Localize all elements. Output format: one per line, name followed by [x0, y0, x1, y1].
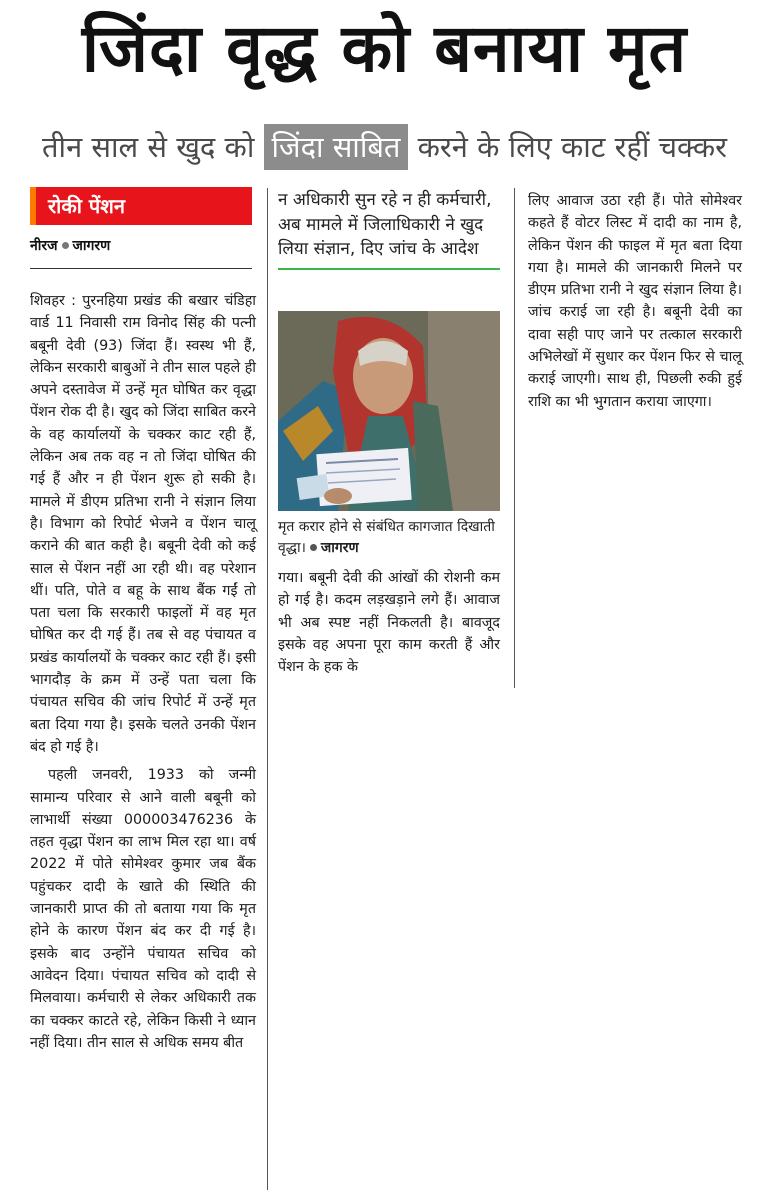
article-column-1 — [30, 290, 256, 1060]
bullet-icon — [310, 544, 317, 551]
column-divider — [514, 188, 515, 688]
paragraph: पहली जनवरी, 1933 को जन्मी सामान्य परिवार से आने वाली बबूनी को लाभार्थी संख्या 000003476236 के तहत वृद्धा पेंशन का लाभ मिल रहा था। वर्ष 2022 में पोते सोमेश्वर कुमार जब बैंक पहुंचकर दादी के खाते की स्थिति की जानकारी प्राप्त की तो बताया गया कि मृत होने के कारण पेंशन बंद कर दी गई है। इसके बाद उन्होंने पंचायत सचिव को आवेदन दिया। पंचायत सचिव को दादी से मिलवाया। कर्मचारी से लेकर अधिकारी तक का चक्कर काटते रहे, लेकिन किसी ने ध्यान नहीं दिया। तीन साल से अधिक समय बीत — [30, 767, 256, 1051]
photo-caption — [278, 517, 500, 559]
kicker-label — [30, 187, 252, 225]
deck: न अधिकारी सुन रहे न ही कर्मचारी, अब मामले में जिलाधिकारी ने खुद लिया संज्ञान, दिए जांच के आदेश — [278, 188, 500, 270]
article-column-2 — [278, 567, 500, 684]
news-photo — [278, 311, 500, 511]
bullet-icon — [62, 242, 69, 249]
subheadline — [0, 124, 769, 170]
column-divider — [267, 188, 268, 1190]
headline: जिंदा वृद्ध को बनाया मृत — [81, 10, 688, 87]
paragraph: गया। बबूनी देवी की आंखों की रोशनी कम हो गई है। कदम लड़खड़ाने लगे हैं। आवाज भी अब स्पष्ट नहीं निकलती है। बावजूद इसके वह अपना पूरा काम करती हैं और पेंशन के हक के — [278, 570, 500, 676]
byline-source: जागरण — [72, 238, 111, 254]
byline-author: नीरज — [30, 238, 58, 254]
article-column-3 — [528, 190, 742, 419]
subheadline-before: तीन साल से खुद को — [42, 130, 255, 164]
caption-credit: जागरण — [320, 540, 359, 556]
elderly-woman-illustration — [278, 311, 500, 511]
paragraph: लिए आवाज उठा रही हैं। पोते सोमेश्वर कहते हैं वोटर लिस्ट में दादी का नाम है, लेकिन पेंशन की फाइल में मृत बता दिया गया है। मामले की जानकारी मिलने पर डीएम प्रतिभा रानी ने खुद संज्ञान लिया है। जांच कराई जा रही है। बबूनी देवी का दावा सही पाए जाने पर तत्काल सरकारी अभिलेखों में सुधार कर पेंशन फिर से चालू कराई जाएगी। साथ ही, पिछली रुकी हुई राशि का भी भुगतान कराया जाएगा। — [528, 193, 742, 410]
byline — [30, 236, 252, 269]
paragraph: शिवहर : पुरनहिया प्रखंड की बखार चंडिहा वार्ड 11 निवासी राम विनोद सिंह की पत्नी बबूनी देवी (93) जिंदा हैं। स्वस्थ भी हैं, लेकिन सरकारी बाबुओं ने तीन साल पहले ही अपने दस्तावेज में उन्हें मृत घोषित कर वृद्धा पेंशन रोक दी है। खुद को जिंदा साबित करने के वह कार्यालयों के चक्कर काट रही हैं, लेकिन अब तक वह न तो जिंदा घोषित की गई हैं और न ही पेंशन शुरू हो सकी है। मामले में डीएम प्रतिभा रानी ने संज्ञान लिया है। विभाग को रिपोर्ट भेजने व पेंशन चालू कराने की बात कही है। बबूनी देवी को कई साल से पेंशन नहीं आ रही थी। वह परेशान थीं। पति, पोते व बहू के साथ बैंक गईं तो पता चला कि सरकारी फाइलों में वह मृत घोषित कर दी गई हैं। तब से वह पंचायत व प्रखंड कार्यालयों के चक्कर काट रही हैं। इसी भागदौड़ के क्रम में उन्हें पता चला कि पंचायत सचिव की जांच रिपोर्ट में उन्हें मृत बता दिया गया है। इसके चलते उनकी पेंशन बंद हो गई है। — [30, 293, 256, 755]
caption-text: मृत करार होने से संबंधित कागजात दिखाती वृद्धा। — [278, 519, 495, 556]
subheadline-highlight: जिंदा साबित — [264, 124, 409, 170]
kicker-text: रोकी पेंशन — [48, 194, 125, 218]
subheadline-after: करने के लिए काट रहीं चक्कर — [417, 130, 727, 164]
